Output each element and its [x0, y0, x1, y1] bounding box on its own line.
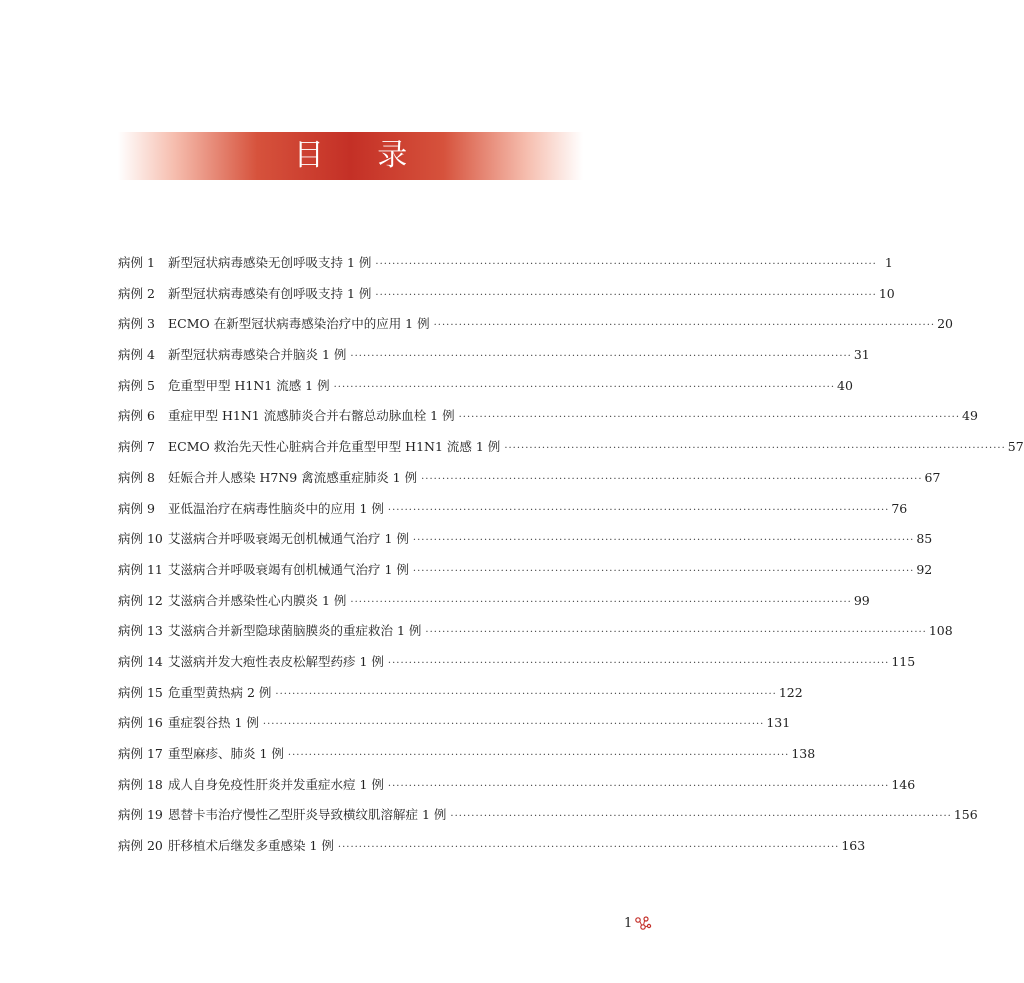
toc-case-label: 病例 17 [118, 746, 163, 761]
toc-row[interactable] [118, 345, 870, 376]
toc-dot-leader: ························································································································ [425, 627, 927, 639]
toc-page-number: 92 [916, 561, 933, 577]
toc-entry-title: 成人自身免疫性肝炎并发重症水痘 1 例 [168, 776, 384, 792]
toc-case-label: 病例 3 [118, 316, 155, 332]
toc-row[interactable] [118, 437, 1024, 468]
toc-row[interactable] [118, 713, 791, 744]
toc-case-label: 病例 9 [118, 500, 155, 516]
toc-row[interactable] [118, 529, 933, 560]
toc-dot-leader: ························································································································ [421, 473, 923, 485]
toc-dot-leader: ························································································································ [387, 780, 890, 792]
toc-row[interactable] [118, 836, 866, 867]
toc-row[interactable] [118, 652, 916, 683]
toc-page-number: 108 [928, 623, 953, 639]
toc-case-label: 病例 5 [118, 377, 155, 393]
toc-page-number: 122 [778, 684, 803, 700]
toc-row[interactable] [118, 683, 803, 714]
toc-entry-title: 重型麻疹、肺炎 1 例 [168, 746, 284, 761]
toc-entry-title: 艾滋病合并呼吸衰竭无创机械通气治疗 1 例 [168, 531, 409, 547]
toc-case-label: 病例 7 [118, 439, 155, 455]
toc-dot-leader: ························································································································ [350, 596, 852, 608]
toc-dot-leader: ························································································································ [412, 565, 915, 577]
toc-row[interactable] [118, 775, 916, 806]
toc-page-number: 40 [837, 377, 853, 393]
toc-case-label: 病例 2 [118, 285, 155, 301]
toc-page-number: 67 [924, 469, 941, 485]
toc-dot-leader: ························································································································ [333, 381, 836, 393]
toc-dot-leader: ························································································································ [275, 688, 777, 700]
table-of-contents [118, 253, 1024, 867]
toc-entry-title: 重症甲型 H1N1 流感肺炎合并右髂总动脉血栓 1 例 [168, 408, 455, 424]
toc-case-label: 病例 11 [118, 561, 163, 577]
toc-page-number: 131 [766, 715, 791, 731]
toc-row[interactable] [118, 253, 893, 284]
toc-dot-leader: ························································································································ [375, 289, 877, 301]
page-title: 目 录 [293, 138, 430, 173]
toc-case-label: 病例 19 [118, 807, 163, 823]
toc-page-number: 10 [878, 285, 895, 301]
toc-dot-leader: ························································································································ [375, 259, 877, 270]
toc-row[interactable] [118, 406, 978, 437]
toc-page-number: 99 [853, 592, 870, 608]
toc-entry-title: 亚低温治疗在病毒性脑炎中的应用 1 例 [168, 500, 384, 516]
toc-page-number: 163 [841, 838, 866, 854]
toc-entry-title: 艾滋病合并感染性心内膜炎 1 例 [168, 592, 347, 608]
toc-case-label: 病例 20 [118, 838, 163, 854]
toc-page-number: 49 [962, 408, 978, 424]
toc-entry-title: 艾滋病合并呼吸衰竭有创机械通气治疗 1 例 [168, 561, 409, 577]
toc-entry-title: 妊娠合并人感染 H7N9 禽流感重症肺炎 1 例 [168, 469, 418, 485]
toc-entry-title: 重症裂谷热 1 例 [168, 715, 259, 731]
toc-row[interactable] [118, 499, 908, 530]
toc-entry-title: 恩替卡韦治疗慢性乙型肝炎导致横纹肌溶解症 1 例 [168, 807, 447, 823]
toc-page-number: 146 [891, 776, 916, 792]
toc-case-label: 病例 18 [118, 776, 163, 792]
toc-entry-title: 危重型黄热病 2 例 [168, 684, 272, 700]
toc-case-label: 病例 6 [118, 408, 155, 424]
title-band [118, 132, 583, 180]
toc-dot-leader: ························································································································ [387, 657, 890, 669]
toc-dot-leader: ························································································································ [337, 842, 840, 854]
toc-entry-title: 新型冠状病毒感染无创呼吸支持 1 例 [168, 255, 372, 270]
toc-case-label: 病例 12 [118, 592, 163, 608]
toc-page-number: 156 [953, 807, 978, 823]
toc-case-label: 病例 16 [118, 715, 163, 731]
toc-page-number: 138 [791, 746, 816, 761]
toc-page-number: 57 [1007, 439, 1024, 455]
toc-row[interactable] [118, 591, 870, 622]
toc-case-label: 病例 15 [118, 684, 163, 700]
toc-page-number: 115 [891, 653, 916, 669]
toc-entry-title: 新型冠状病毒感染合并脑炎 1 例 [168, 347, 347, 363]
toc-case-label: 病例 8 [118, 469, 155, 485]
toc-page-number: 1 [884, 255, 893, 270]
toc-row[interactable] [118, 560, 933, 591]
toc-row[interactable] [118, 744, 816, 775]
toc-row[interactable] [118, 314, 953, 345]
toc-row[interactable] [118, 284, 895, 315]
toc-dot-leader: ························································································································ [458, 412, 961, 424]
toc-dot-leader: ························································································································ [350, 351, 852, 363]
toc-dot-leader: ························································································································ [433, 320, 936, 332]
toc-dot-leader: ························································································································ [450, 811, 952, 823]
page-number: 1 [624, 916, 633, 931]
toc-row[interactable] [118, 621, 953, 652]
toc-dot-leader: ························································································································ [262, 719, 765, 731]
toc-entry-title: 肝移植术后继发多重感染 1 例 [168, 838, 334, 854]
toc-case-label: 病例 1 [118, 255, 155, 270]
toc-case-label: 病例 4 [118, 347, 155, 363]
toc-entry-title: ECMO 救治先天性心脏病合并危重型甲型 H1N1 流感 1 例 [168, 439, 501, 455]
toc-dot-leader: ························································································································ [412, 535, 915, 547]
toc-row[interactable] [118, 468, 941, 499]
toc-case-label: 病例 14 [118, 653, 163, 669]
toc-row[interactable] [118, 805, 978, 836]
molecule-icon [634, 915, 652, 931]
toc-dot-leader: ························································································································ [387, 504, 890, 516]
toc-page-number: 31 [853, 347, 870, 363]
toc-page-number: 20 [937, 316, 953, 332]
toc-entry-title: 艾滋病合并新型隐球菌脑膜炎的重症救治 1 例 [168, 623, 422, 639]
toc-case-label: 病例 10 [118, 531, 163, 547]
toc-entry-title: ECMO 在新型冠状病毒感染治疗中的应用 1 例 [168, 316, 430, 332]
toc-dot-leader: ························································································································ [287, 750, 790, 761]
toc-page-number: 85 [916, 531, 933, 547]
toc-page-number: 76 [891, 500, 908, 516]
toc-entry-title: 艾滋病并发大疱性表皮松解型药疹 1 例 [168, 653, 384, 669]
toc-entry-title: 新型冠状病毒感染有创呼吸支持 1 例 [168, 285, 372, 301]
toc-case-label: 病例 13 [118, 623, 163, 639]
toc-dot-leader: ························································································································ [504, 443, 1006, 455]
toc-entry-title: 危重型甲型 H1N1 流感 1 例 [168, 377, 330, 393]
toc-row[interactable] [118, 376, 853, 407]
